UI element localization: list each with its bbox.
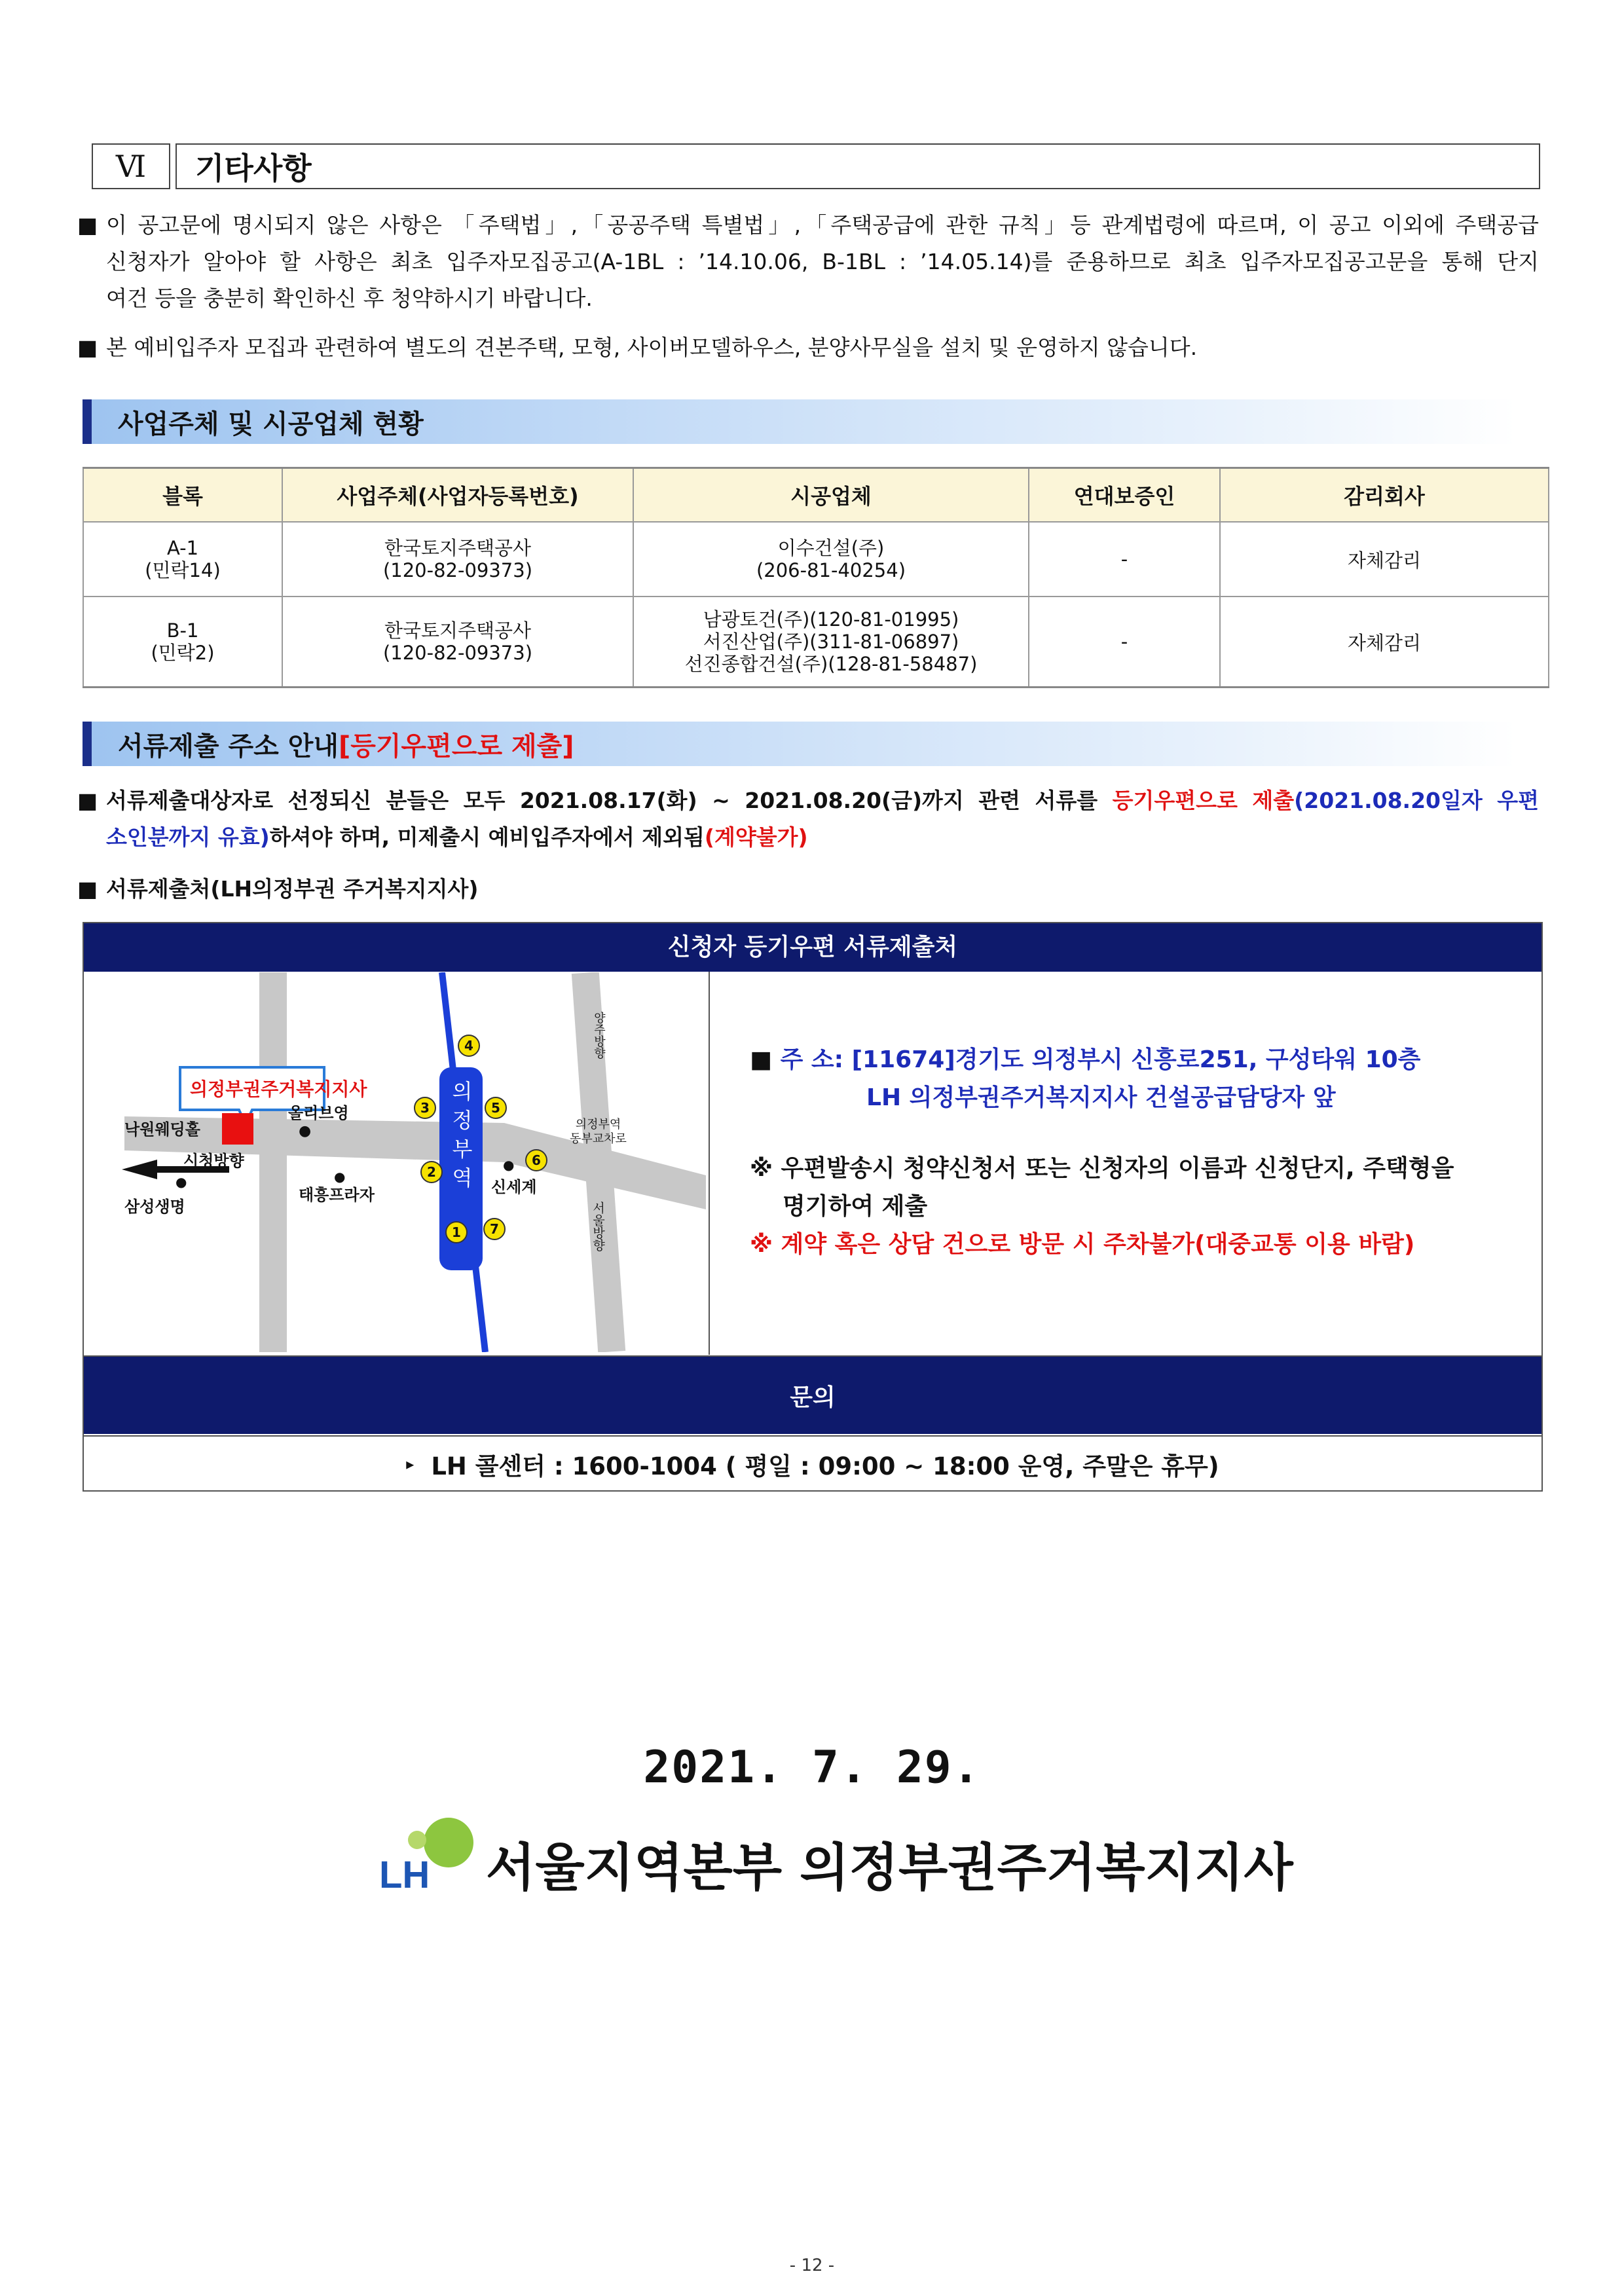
note-line: ※ 우편발송시 청약신청서 또는 신청자의 이름과 신청단지, 주택형을	[750, 1155, 1454, 1182]
wedding-label: 낙원웨딩홀	[124, 1120, 200, 1139]
address-line-2: LH 의정부권주거복지지사 건설공급담당자 앞	[866, 1084, 1336, 1111]
contact-text: LH 콜센터 : 1600-1004 ( 평일 : 09:00 ~ 18:00 운영, 주말은 휴무)	[431, 1452, 1219, 1480]
address-info	[750, 1041, 1522, 1264]
col-header: 연대보증인	[1029, 468, 1220, 523]
col-header: 블록	[83, 468, 282, 523]
companies-heading-text: 사업주체 및 시공업체 현황	[118, 409, 424, 439]
para-text-blue: 소인분까지 유효)	[106, 824, 270, 850]
guarantor-cell: -	[1029, 597, 1220, 688]
section-title: 기타사항	[175, 143, 1540, 189]
location-map	[85, 972, 706, 1352]
builder-line: (206-81-40254)	[756, 559, 906, 581]
bullet-icon: ■	[77, 876, 98, 902]
logo-big-circle	[424, 1818, 473, 1867]
taeheung-dot-icon: ●	[334, 1169, 346, 1184]
addr-text: [11674]경기도 의정부시 신흥로251, 구성타워 10층	[851, 1046, 1421, 1073]
builder-line: 선진종합건설(주)(128-81-58487)	[684, 653, 978, 675]
cityhall-label: 시청방향	[183, 1152, 244, 1170]
organization-name: 서울지역본부 의정부권주거복지지사	[486, 1839, 1293, 1898]
para-line: 본 예비입주자 모집과 관련하여 별도의 견본주택, 모형, 사이버모델하우스, 분양사무실을 설치 및 운영하지 않습니다.	[106, 335, 1198, 360]
builder-cell	[633, 522, 1029, 597]
table-row	[83, 522, 1549, 597]
col-header: 사업주체(사업자등록번호)	[282, 468, 633, 523]
note-line: 명기하여 제출	[783, 1193, 928, 1220]
companies-heading	[83, 399, 1517, 444]
spacer	[750, 1117, 1522, 1150]
shinsegae-dot-icon: ●	[503, 1157, 515, 1173]
builder-line: 이수건설(주)	[777, 537, 885, 559]
para-text: 하셔야 하며, 미제출시 예비입주자에서 제외됨	[269, 824, 705, 850]
submission-heading-red: [등기우편으로 제출]	[338, 731, 574, 762]
samsung-label: 삼성생명	[124, 1198, 185, 1216]
inquiry-title: 문의	[84, 1355, 1541, 1434]
box-title: 신청자 등기우편 서류제출처	[84, 923, 1541, 966]
para-text-red: 등기우편으로 제출	[1112, 788, 1295, 813]
olive-dot-icon: ●	[299, 1123, 312, 1139]
para-line: 이 공고문에 명시되지 않은 사항은 「주택법」,「공공주택 특별법」,「주택공급에 관한 규칙」등 관계법령에 따르며, 이 공고 이외에 주택공급	[106, 212, 1539, 238]
col-header: 감리회사	[1220, 468, 1549, 523]
bullet-icon: ■	[77, 788, 98, 813]
owner-reg: (120-82-09373)	[382, 559, 533, 581]
col-header: 시공업체	[633, 468, 1029, 523]
section-number: Ⅵ	[92, 143, 170, 189]
owner-cell	[282, 597, 633, 688]
owner-reg: (120-82-09373)	[382, 642, 533, 664]
submission-place	[77, 871, 1539, 908]
station-label	[449, 1077, 475, 1192]
supervisor-cell: 자체감리	[1220, 597, 1549, 688]
triangle-bullet-icon: ▸	[406, 1455, 415, 1473]
paragraph-laws	[77, 207, 1539, 317]
exit-4-icon: 4	[458, 1035, 480, 1057]
olive-label: 올리브영	[288, 1104, 349, 1122]
station-char: 의	[452, 1079, 473, 1104]
contact-row	[84, 1435, 1541, 1492]
exit-6-icon: 6	[525, 1149, 547, 1171]
exit-5-icon: 5	[485, 1097, 507, 1119]
samsung-dot-icon: ●	[175, 1174, 187, 1190]
builder-cell	[633, 597, 1029, 688]
block-name: B-1	[166, 619, 199, 642]
exit-3-icon: 3	[414, 1097, 436, 1119]
block-cell	[83, 522, 282, 597]
map-roads	[85, 972, 706, 1352]
east-junction-line: 의정부역	[575, 1118, 621, 1131]
supervisor-cell: 자체감리	[1220, 522, 1549, 597]
owner-cell	[282, 522, 633, 597]
bullet-icon: ■	[77, 212, 98, 238]
table-row	[83, 597, 1549, 688]
shinsegae-label: 신세계	[491, 1178, 537, 1196]
box-title-rule	[84, 966, 1541, 972]
block-sub: (민락2)	[151, 642, 215, 664]
para-text: 서류제출대상자로 선정되신 분들은 모두 2021.08.17(화) ~ 2021.08.20(금)까지 관련 서류를	[106, 788, 1113, 813]
station-char: 정	[452, 1108, 473, 1133]
builder-line: 서진산업(주)(311-81-06897)	[703, 631, 959, 653]
para-line: 신청자가 알아야 할 사항은 최초 입주자모집공고(A-1BL : ’14.10.06, B-1BL : ’14.05.14)를 준용하므로 최초 입주자모집공고문을 통해 단지	[106, 249, 1539, 274]
exit-2-icon: 2	[420, 1161, 443, 1183]
note-line-red: ※ 계약 혹은 상담 건으로 방문 시 주차불가(대중교통 이용 바람)	[750, 1231, 1415, 1258]
companies-table	[83, 467, 1549, 688]
paragraph-no-modelhouse	[77, 329, 1539, 366]
announcement-date: 2021. 7. 29.	[643, 1742, 981, 1793]
owner-name: 한국토지주택공사	[384, 619, 532, 642]
bullet-icon: ■	[77, 335, 98, 360]
logo-text: LH	[379, 1854, 430, 1896]
owner-name: 한국토지주택공사	[384, 537, 532, 559]
exit-1-icon: 1	[445, 1221, 468, 1243]
taeheung-label: 태흥프라자	[299, 1186, 375, 1204]
submission-heading	[83, 722, 1517, 766]
east-junction-line: 동부교차로	[570, 1132, 627, 1146]
para-text: 서류제출처(LH의정부권 주거복지지사)	[106, 876, 479, 902]
para-text-red: (계약불가)	[704, 824, 808, 850]
block-sub: (민락14)	[145, 559, 221, 581]
office-marker	[222, 1113, 253, 1145]
addr-label: 주 소:	[780, 1046, 844, 1073]
block-name: A-1	[166, 537, 199, 559]
seoul-label: 서울방향	[591, 1202, 605, 1251]
logo-small-circle	[408, 1831, 426, 1849]
page-number: - 12 -	[789, 2256, 835, 2275]
office-label: 의정부권주거복지지사	[190, 1078, 367, 1100]
submission-heading-text: 서류제출 주소 안내	[118, 731, 339, 762]
address-line	[750, 1041, 1522, 1079]
block-cell	[83, 597, 282, 688]
builder-line: 남광토건(주)(120-81-01995)	[703, 608, 959, 631]
station-char: 역	[452, 1166, 473, 1190]
yangju-label: 양주방향	[592, 1012, 606, 1059]
para-line: 여건 등을 충분히 확인하신 후 청약하시기 바랍니다.	[106, 285, 593, 311]
bullet-icon: ■	[750, 1046, 773, 1073]
lh-logo	[377, 1815, 488, 1900]
box-divider	[709, 972, 710, 1355]
station-char: 부	[452, 1137, 473, 1162]
guarantor-cell: -	[1029, 522, 1220, 597]
exit-7-icon: 7	[483, 1218, 506, 1240]
east-junction-label	[570, 1118, 627, 1147]
para-text-blue: (2021.08.20일자 우편	[1294, 788, 1540, 813]
submission-paragraph	[77, 782, 1539, 856]
road	[259, 972, 287, 1352]
